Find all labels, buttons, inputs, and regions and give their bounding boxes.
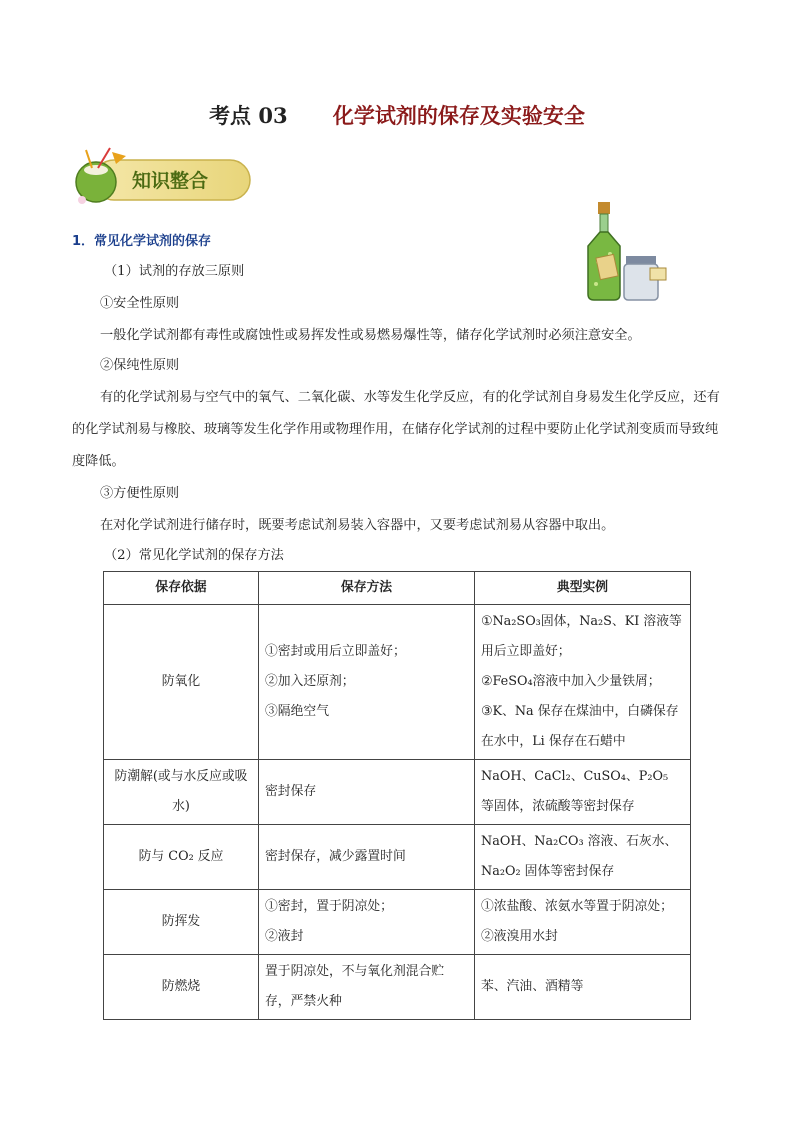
- table-cell-basis: 防燃烧: [104, 955, 259, 1020]
- table-row: [104, 760, 691, 825]
- table-header: 保存依据: [104, 572, 259, 605]
- knowledge-banner: [72, 146, 252, 206]
- table-cell-example: NaOH、CaCl₂、CuSO₄、P₂O₅ 等固体，浓硫酸等密封保存: [475, 760, 691, 825]
- example-line: ①Na₂SO₃固体，Na₂S、KI 溶液等用后立即盖好；: [481, 614, 682, 659]
- table-cell-basis: 防潮解(或与水反应或吸水): [104, 760, 259, 825]
- table-cell-basis: 防挥发: [104, 890, 259, 955]
- banner-text: 知识整合: [132, 170, 209, 192]
- storage-methods-table: [103, 571, 691, 1020]
- section-heading: 1．常见化学试剂的保存: [72, 234, 212, 249]
- principle-convenience-body: 在对化学试剂进行储存时，既要考虑试剂易装入容器中，又要考虑试剂易从容器中取出。: [100, 518, 615, 533]
- example-line: ②FeSO₄溶液中加入少量铁屑；: [481, 674, 661, 689]
- method-line: ①密封或用后立即盖好；: [265, 644, 406, 659]
- table-cell-method: 密封保存，减少露置时间: [259, 825, 475, 890]
- table-cell-example: NaOH、Na₂CO₃ 溶液、石灰水、Na₂O₂ 固体等密封保存: [475, 825, 691, 890]
- table-cell-method: 置于阴凉处，不与氧化剂混合贮存，严禁火种: [259, 955, 475, 1020]
- table-cell-basis: 防氧化: [104, 605, 259, 760]
- method-line: ①密封，置于阴凉处；: [265, 899, 393, 914]
- page-title: [0, 100, 794, 130]
- table-cell-example: 苯、汽油、酒精等: [475, 955, 691, 1020]
- principle-safety-body: 一般化学试剂都有毒性或腐蚀性或易挥发性或易燃易爆性等，储存化学试剂时必须注意安全。: [100, 328, 641, 343]
- topic-code: 考点 03: [209, 103, 288, 128]
- table-cell-method: 密封保存: [259, 760, 475, 825]
- table-cell-method: [259, 890, 475, 955]
- table-cell-example: [475, 890, 691, 955]
- principle-safety-heading: ①安全性原则: [100, 296, 180, 311]
- method-line: ②加入还原剂；: [265, 674, 355, 689]
- table-cell-basis: 防与 CO₂ 反应: [104, 825, 259, 890]
- table-cell-method: [259, 605, 475, 760]
- table-row: [104, 825, 691, 890]
- table-header: 典型实例: [475, 572, 691, 605]
- table-header-row: [104, 572, 691, 605]
- topic-title: 化学试剂的保存及实验安全: [332, 103, 585, 128]
- method-line: ③隔绝空气: [265, 704, 329, 719]
- table-cell-example: [475, 605, 691, 760]
- subheading-methods: （2）常见化学试剂的保存方法: [104, 548, 284, 563]
- subheading-principles: （1）试剂的存放三原则: [104, 264, 245, 279]
- example-line: ③K、Na 保存在煤油中，白磷保存在水中，Li 保存在石蜡中: [481, 704, 679, 749]
- principle-purity-heading: ②保纯性原则: [100, 358, 180, 373]
- example-line: ①浓盐酸、浓氨水等置于阴凉处；: [481, 899, 673, 914]
- principle-convenience-heading: ③方便性原则: [100, 486, 180, 501]
- principle-purity-body: 有的化学试剂易与空气中的氧气、二氧化碳、水等发生化学反应，有的化学试剂自身易发生化学反应，还有的化学试剂易与橡胶、玻璃等发生化学作用或物理作用，在储存化学试剂的过程中要防止化学试剂变质而导致纯度降低。: [72, 390, 720, 469]
- table-row: [104, 890, 691, 955]
- method-line: ②液封: [265, 929, 304, 944]
- table-row: [104, 955, 691, 1020]
- reagent-bottles-icon: [580, 202, 670, 302]
- table-header: 保存方法: [259, 572, 475, 605]
- table-row: [104, 605, 691, 760]
- example-line: ②液溴用水封: [481, 929, 558, 944]
